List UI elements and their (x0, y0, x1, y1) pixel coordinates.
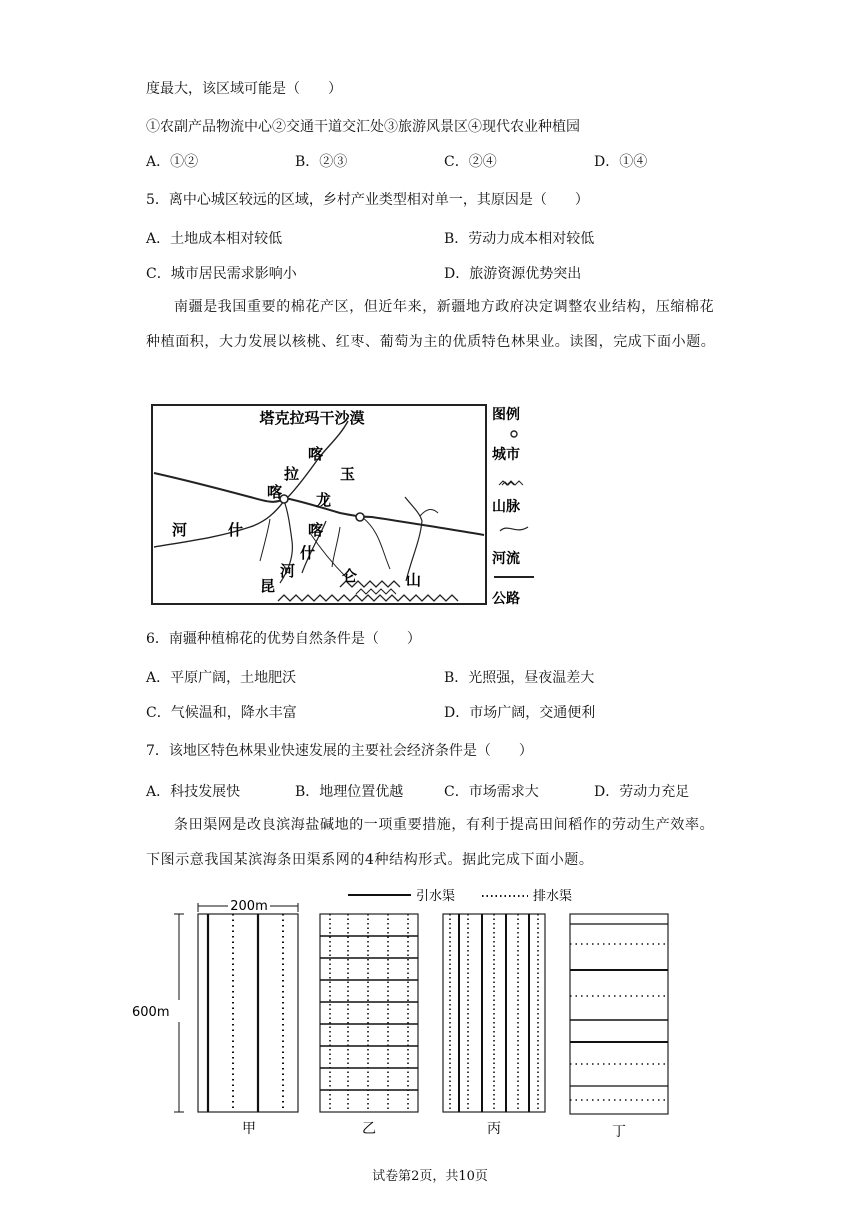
q4-option-d: D．①④ (594, 154, 648, 170)
q7-option-b: B．地理位置优越 (295, 784, 404, 800)
legend-mountain-label: 山脉 (492, 499, 520, 515)
q5-stem: 5．离中心城区较远的区域，乡村产业类型相对单一，其原因是（ ） (146, 192, 589, 208)
legend-river-label: 河流 (492, 551, 520, 567)
q7-stem: 7．该地区特色林果业快速发展的主要社会经济条件是（ ） (146, 743, 533, 759)
map-label-yu: 玉 (340, 465, 356, 483)
q4-option-a: A．①② (146, 154, 199, 170)
canal-network-diagram (128, 882, 680, 1150)
legend-city-icon (511, 431, 517, 437)
legend-drain-label: 排水渠 (533, 889, 573, 904)
q6-option-a: A．平原广阔，土地肥沃 (146, 670, 297, 686)
panel-label-ding: 丁 (612, 1124, 626, 1140)
q5-option-d: D．旅游资源优势突出 (444, 266, 582, 282)
yarkant-city (356, 513, 364, 521)
legend-title: 图例 (492, 407, 520, 423)
map-label-kun: 昆 (260, 577, 276, 595)
map-label-he-2: 河 (280, 562, 296, 580)
map-label-shan: 山 (406, 571, 422, 589)
map-label-long: 龙 (316, 491, 332, 509)
panel-jia (198, 914, 298, 1112)
map-label-ka-2: 喀 (267, 483, 283, 501)
q7-option-c: C．市场需求大 (444, 784, 539, 800)
q7-option-a: A．科技发展快 (146, 784, 241, 800)
legend-city-label: 城市 (492, 447, 520, 463)
panel-bing (443, 914, 545, 1112)
q4-statements: ①农副产品物流中心②交通干道交汇处③旅游风景区④现代农业种植园 (146, 119, 580, 135)
panel-label-jia: 甲 (242, 1121, 256, 1137)
panel-label-yi: 乙 (362, 1121, 376, 1137)
q4-option-b: B．②③ (295, 154, 348, 170)
south-xinjiang-map (150, 401, 542, 608)
panel-label-bing: 丙 (487, 1121, 501, 1137)
passage-canals (146, 808, 718, 878)
height-label: 600m (132, 1005, 170, 1020)
passage-cotton-text: 南疆是我国重要的棉花产区，但近年来，新疆地方政府决定调整农业结构，压缩棉花种植面积，大力发展以核桃、红枣、葡萄为主的优质特色林果业。读图，完成下面小题。 (146, 299, 716, 350)
q7-option-d: D．劳动力充足 (594, 784, 690, 800)
legend-highway-label: 公路 (492, 591, 520, 607)
q6-option-d: D．市场广阔，交通便利 (444, 705, 596, 721)
q5-option-c: C．城市居民需求影响小 (146, 266, 297, 282)
map-label-shi-1: 什 (228, 521, 244, 539)
map-label-ka-1: 喀 (308, 445, 324, 463)
legend-river-icon (500, 527, 528, 531)
map-label-he-1: 河 (172, 521, 188, 539)
map-label-shi-2: 什 (300, 544, 316, 562)
q6-stem: 6．南疆种植棉花的优势自然条件是（ ） (146, 631, 421, 647)
q6-option-c: C．气候温和，降水丰富 (146, 705, 297, 721)
q5-option-a: A．土地成本相对较低 (146, 231, 283, 247)
q4-stem-tail: 度最大，该区域可能是（ ） (146, 81, 342, 97)
width-label: 200m (230, 899, 268, 914)
panel-ding (570, 914, 668, 1114)
passage-cotton (146, 290, 718, 360)
map-label-la: 拉 (284, 465, 300, 483)
q5-option-b: B．劳动力成本相对较低 (444, 231, 595, 247)
map-label-lun: 仑 (342, 567, 358, 585)
desert-label: 塔克拉玛干沙漠 (259, 409, 365, 427)
q4-option-c: C．②④ (444, 154, 497, 170)
legend-mountain-icon (499, 481, 523, 485)
passage-canals-text: 条田渠网是改良滨海盐碱地的一项重要措施，有利于提高田间稻作的劳动生产效率。下图示意我国某滨海条田渠系网的4种结构形式。据此完成下面小题。 (146, 817, 715, 868)
map-label-ka-3: 喀 (308, 521, 324, 539)
page-footer: 试卷第2页，共10页 (372, 1169, 488, 1184)
q6-option-b: B．光照强，昼夜温差大 (444, 670, 595, 686)
legend-inflow-label: 引水渠 (416, 889, 456, 904)
panel-yi (320, 914, 418, 1112)
